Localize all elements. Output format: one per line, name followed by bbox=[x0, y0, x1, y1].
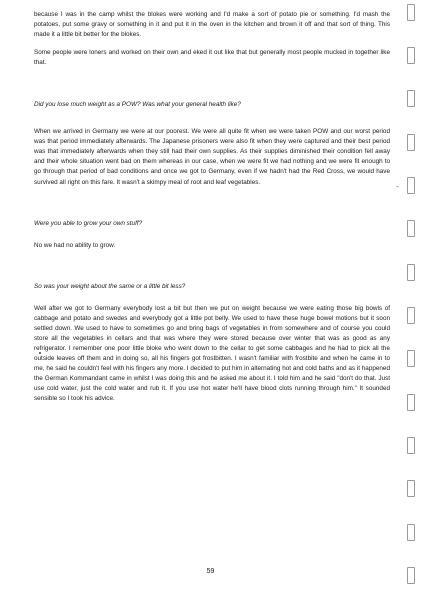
page-number: 59 bbox=[206, 568, 215, 575]
binder-tab bbox=[407, 4, 415, 21]
scan-speck bbox=[39, 352, 41, 354]
page-text bbox=[34, 10, 390, 404]
paragraph-loners: Some people were loners and worked on their own and eked it out like that but generally most people mucked in together like that. bbox=[34, 49, 390, 67]
binder-tab bbox=[407, 220, 415, 237]
binder-tab bbox=[407, 394, 415, 411]
margin-mark: - bbox=[396, 182, 399, 191]
binder-tab bbox=[407, 567, 415, 584]
question-grow-stuff: Were you able to grow your own stuff? bbox=[34, 219, 143, 227]
binder-tab bbox=[407, 307, 415, 324]
binder-tab bbox=[407, 47, 415, 64]
binder-tab bbox=[407, 177, 415, 194]
binder-tab bbox=[407, 437, 415, 454]
binder-tab bbox=[407, 524, 415, 541]
answer-weight-story: Well after we got to Germany everybody lost a bit but then we put on weight because we were eating those big bowls of cabbage and potato and swedes and everybody got a little pot belly. We used to have these huge bowel motions but it soon settled down. We used to have to sometimes go and bring bags of vegetables in from somewhere and of course you could store all the vegetables in cellars and that was where they were stored because over winter that was as good as any refrigerator. I remember one poor little bloke who went down to the cellar to get some cabbages and he had to pick all the outside leaves off them and in doing so, all his fingers got frostbitten. I wasn't familiar with frostbite and when he came in to me, he said he couldn't feel with his fingers any more. I decided to put him in alternating hot and cold baths and as it happened the German Kommandant came in whilst I was doing this and he asked me about it. I told him and he said "don't do that. Just use cold water, just the cold water and rub it. If you use hot water he'll have blood clots running through him." It sounded sensible so I took his advice. bbox=[34, 304, 390, 403]
binder-tab bbox=[407, 350, 415, 367]
answer-no-ability: No we had no ability to grow. bbox=[34, 241, 116, 249]
question-weight-same: So was your weight about the same or a little bit less? bbox=[34, 282, 186, 290]
binder-tab bbox=[407, 480, 415, 497]
question-weight-health: Did you lose much weight as a POW? Was what your general health like? bbox=[34, 101, 241, 109]
binder-tab bbox=[407, 90, 415, 107]
answer-arrival-germany: When we arrived in Germany we were at our poorest. We were all quite fit when we were taken POW and our worst period was that period immediately afterwards. The Japanese prisoners were also fit when they were captured and their best period was that immediately afterwards when they still had their own supplies. As their supplies diminished their condition fell away and their whole situation went bad on them whereas in our case, when we were fit we had nothing and we were fit enough to go through that period of bad conditions and once we got to Germany, even if we hadn't had the Red Cross, we would have survived all right on this fare. It wasn't a skimpy meal of root and leaf vegetables. bbox=[34, 128, 390, 186]
binder-tab bbox=[407, 134, 415, 151]
binder-tab bbox=[407, 264, 415, 281]
binder-tabs bbox=[403, 0, 415, 600]
paragraph-camp-cooking: because I was in the camp whilst the blokes were working and I'd make a sort of potato pie or something. I'd mash the potatoes, put some gravy or something in it and put it in the oven in the kitchen and brown it off and that sort of thing. This made it a little bit better for the blokes. bbox=[34, 11, 390, 39]
